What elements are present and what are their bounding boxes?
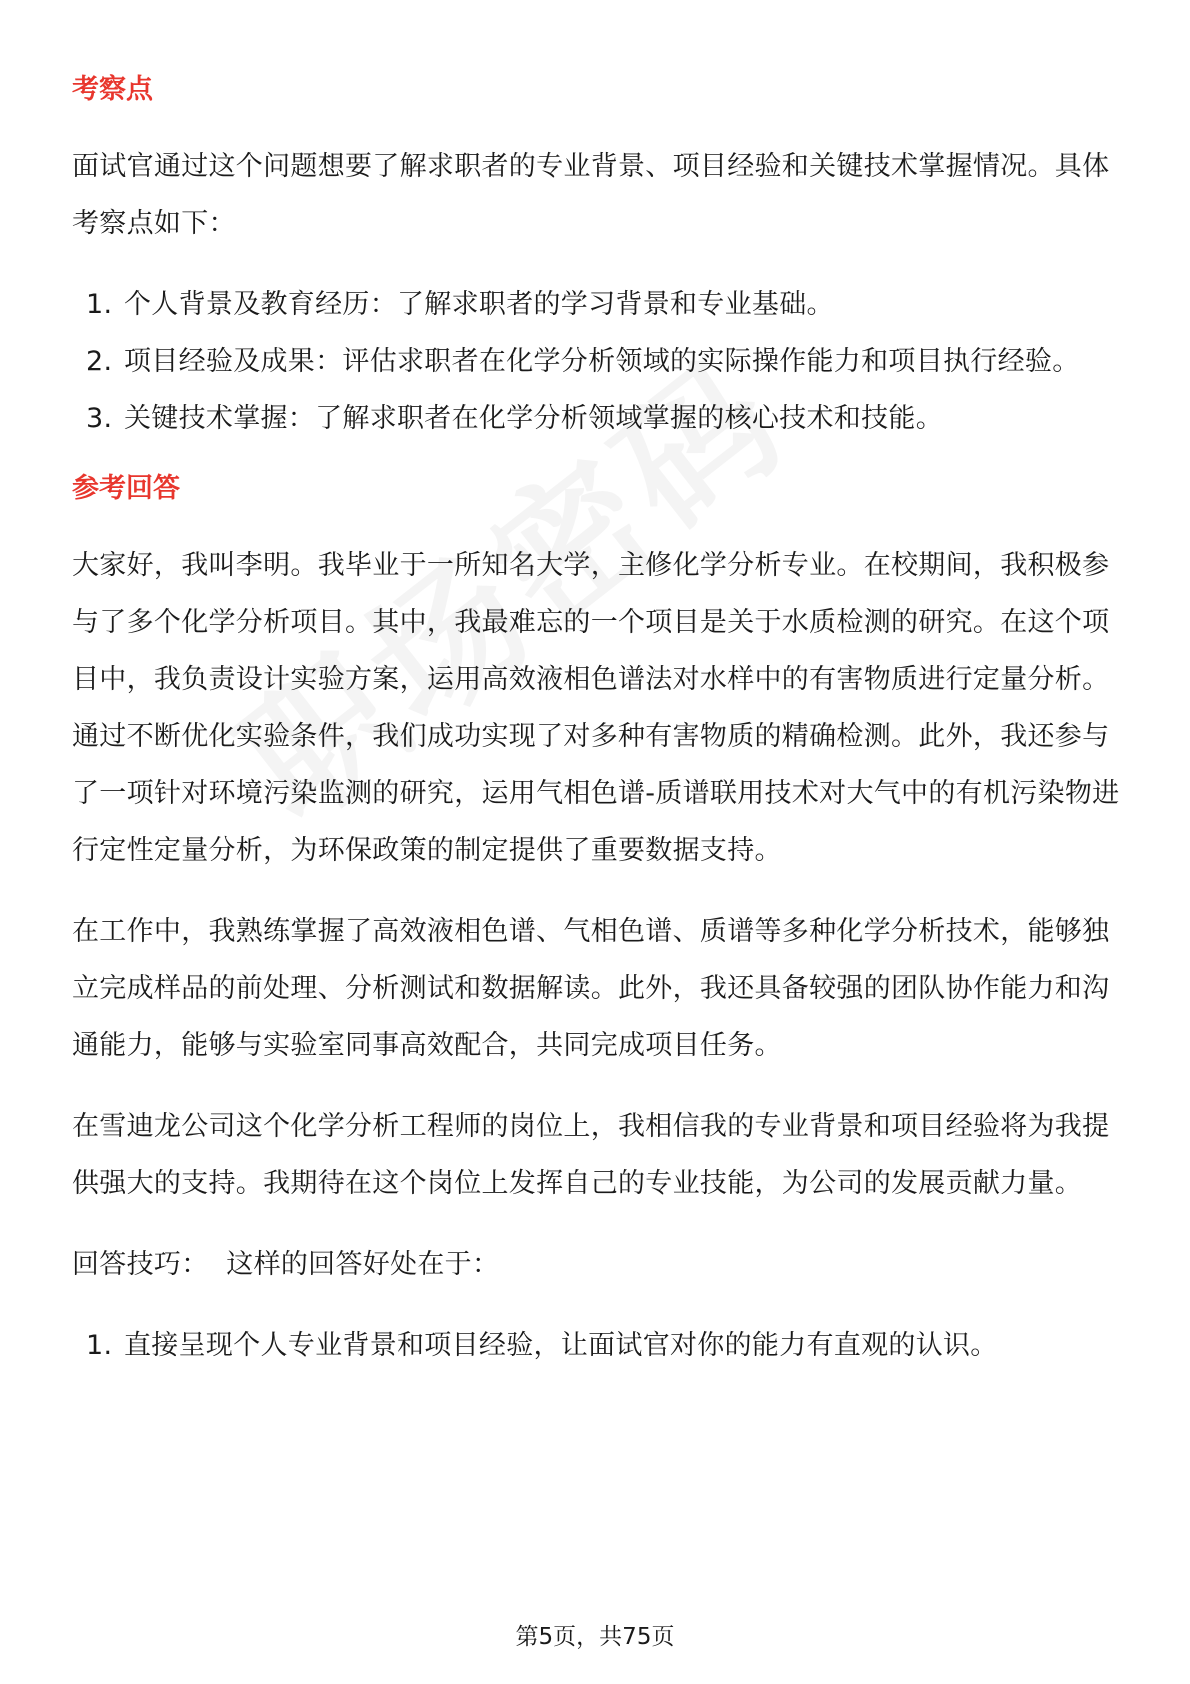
answer-tips-list (72, 1317, 1122, 1374)
list-item-text: 个人背景及教育经历：了解求职者的学习背景和专业基础。 (124, 289, 834, 320)
page-number-footer: 第5页，共75页 (515, 1624, 675, 1650)
section-title-reference-answer: 参考回答 (72, 473, 180, 504)
answer-paragraph: 大家好，我叫李明。我毕业于一所知名大学，主修化学分析专业。在校期间，我积极参与了多个化学分析项目。其中，我最难忘的一个项目是关于水质检测的研究。在这个项目中，我负责设计实验方案，运用高效液相色谱法对水样中的有害物质进行定量分析。通过不断优化实验条件，我们成功实现了对多种有害物质的精确检测。此外，我还参与了一项针对环境污染监测的研究，运用气相色谱-质谱联用技术对大气中的有机污染物进行定性定量分析，为环保政策的制定提供了重要数据支持。 (72, 550, 1120, 866)
list-item-text: 项目经验及成果：评估求职者在化学分析领域的实际操作能力和项目执行经验。 (124, 346, 1080, 377)
list-item-number: 1. (86, 1330, 113, 1361)
list-item-text: 关键技术掌握：了解求职者在化学分析领域掌握的核心技术和技能。 (124, 403, 943, 434)
list-item (72, 276, 1122, 333)
list-item-number: 3. (86, 403, 113, 434)
exam-points-intro: 面试官通过这个问题想要了解求职者的专业背景、项目经验和关键技术掌握情况。具体考察点如下： (72, 151, 1110, 239)
answer-paragraph: 在雪迪龙公司这个化学分析工程师的岗位上，我相信我的专业背景和项目经验将为我提供强大的支持。我期待在这个岗位上发挥自己的专业技能，为公司的发展贡献力量。 (72, 1111, 1110, 1199)
list-item-number: 1. (86, 289, 113, 320)
answer-paragraph: 在工作中，我熟练掌握了高效液相色谱、气相色谱、质谱等多种化学分析技术，能够独立完成样品的前处理、分析测试和数据解读。此外，我还具备较强的团队协作能力和沟通能力，能够与实验室同事高效配合，共同完成项目任务。 (72, 916, 1110, 1061)
list-item (72, 390, 1122, 447)
section-title-exam-points: 考察点 (72, 74, 153, 105)
exam-points-list (72, 276, 1122, 447)
list-item (72, 333, 1122, 390)
page-content (72, 70, 1122, 1396)
list-item-text: 直接呈现个人专业背景和项目经验，让面试官对你的能力有直观的认识。 (124, 1330, 998, 1361)
list-item-number: 2. (86, 346, 113, 377)
answer-tips-intro: 回答技巧： 这样的回答好处在于： (72, 1249, 500, 1280)
list-item (72, 1317, 1122, 1374)
